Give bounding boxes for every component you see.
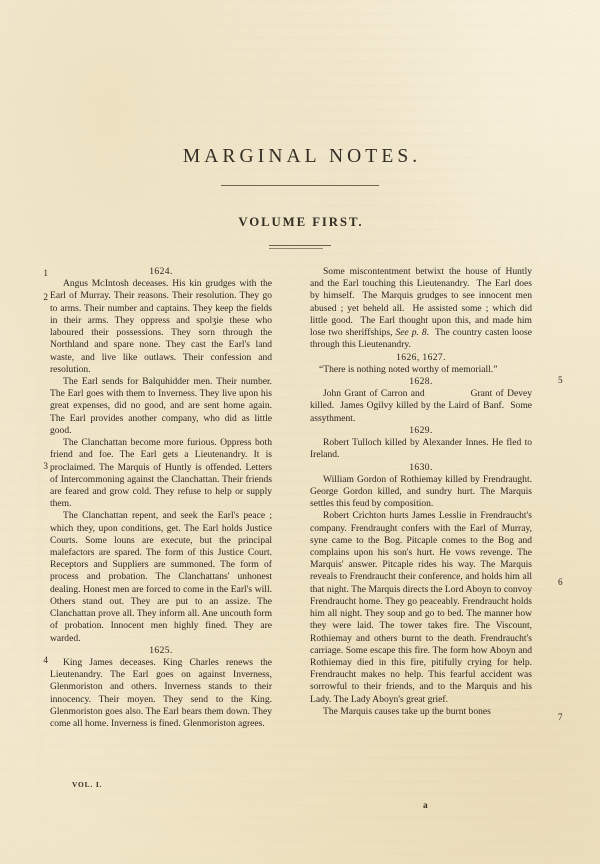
paragraph-left-2: The Earl sends for Balquhidder men. Their number. The Earl goes with them to Inverness. They live upon his great expenses, did no good, and are sent home again. The Earl provides another company, who did as little good. [50,375,272,436]
marginal-number-7: 7 [558,712,563,722]
paragraph-right-2 [310,388,532,425]
marginal-number-3: 3 [43,461,48,471]
paragraph-right-2-part-a: John Grant of Carron and [323,388,425,400]
subtitle-rule-lower [269,248,323,249]
paragraph-left-3: The Clanchattan become more furious. Oppress both friend and foe. The Earl gets a Lieutenandry. It is proclaimed. The Marquis of Huntly is offended. Letters of Intercommoning against the Clanchattan. Their friends are feared and grow cold. They refuse to help or supply them. [50,437,272,510]
title-rule [221,185,379,186]
marginal-number-1: 1 [43,268,48,278]
signature-mark: a [423,801,428,811]
year-heading-1628: 1628. [409,375,433,387]
subtitle-double-rule [269,245,331,249]
paragraph-right-1 [310,266,532,352]
marginal-number-2: 2 [43,292,48,302]
subtitle-rule-upper [269,245,331,246]
paragraph-right-3: Robert Tulloch killed by Alexander Innes. He fled to Ireland. [310,437,532,461]
year-heading-1626-1627: 1626, 1627. [396,351,446,363]
column-left [50,266,272,730]
paragraph-right-1-part-b: The country casten loose through this Lieutenandry. [310,327,532,351]
paragraph-left-1: Angus MᴄIntosh deceases. His kin grudges with the Earl of Murray. Their reasons. Their resolution. They go to arms. Their number and captains. They keep the fields in their arms. They oppress and spolʒie these who laboured their possessions. They sorn through the Northland and spare none. They cast the Earl's land waste, and live like outlaws. Their confession and resolution. [50,278,272,375]
year-heading-1630: 1630. [409,461,433,473]
page-headings [0,146,600,249]
year-heading-1624: 1624. [149,266,173,277]
paragraph-left-4: The Clanchattan repent, and seek the Earl's peace ; which they, upon conditions, get. The Earl holds Justice Courts. Some louns are execute, but the principal malefactors are spared. The form of this Justice Court. Receptors and Suppliers are summoned. The form of process and probation. The Clanchattans' unhonest dealing. Honest men are forced to come in the Earl's will. Others stand out. They are put to an assize. The Clanchattan prove all. They inform all. Ane uncouth form of probation. Innocent men highly fined. They are warded. [50,510,272,644]
paragraph-right-5: Robert Crichton hurts James Lesslie in Frendraucht's company. Frendraught confers with the Earl of Murray, syne came to the Bog. Pitcaple comes to the Bog and complains upon his son's hurt. He vows revenge. The Marquis' answer. Pitcaple rides his way. The Marquis reveals to Frendraucht their conference, and holds him all that night. The Marquis directs the Lord Aboyn to convoy Frendraucht home. They go peaceably. Frendraucht holds him all night. They soup and go to bed. The manner how they were laid. The tower takes fire. The Viscount, Rothiemay and others burnt to the death. Frendraucht's carriage. Some escape this fire. The form how Aboyn and Rothiemay died in this fire, pitifully crying for help. Frendraucht makes no help. This fearful accident was sorrowful to their friends, and to the Marquis and his Lady. The Lady Aboyn's great grief. [310,510,532,705]
paragraph-right-4: William Gordon of Rothiemay killed by Frendraught. George Gordon killed, and sundry hurt. The Marquis settles this feud by composition. [310,473,532,510]
cross-reference-italic: See p. 8. [395,327,430,339]
page-title: MARGINAL NOTES. [182,146,422,167]
marginal-number-6: 6 [558,577,563,587]
year-heading-1625: 1625. [149,644,173,656]
marginal-number-5: 5 [558,375,563,385]
body-columns [0,266,600,806]
volume-subtitle: VOLUME FIRST. [238,215,364,229]
year-heading-1629: 1629. [409,424,433,436]
paragraph-right-6: The Marquis causes take up the burnt bones [323,705,491,717]
quotation-memoriall: “There is nothing noted worthy of memoriall.” [319,363,498,375]
volume-footer-mark: VOL. I. [72,780,103,789]
paragraph-right-1-part-a: Some miscontentment betwixt the house of Huntly and the Earl touching this Lieutenandry. The Earl does by himself. The Marquis grudges to see innocent men abused ; yet beheld all. He assisted some ; which did little good. The Earl thought upon this, and made him lose two sheriffships, [310,266,532,339]
marginal-number-4: 4 [43,655,48,665]
paragraph-right-2-part-b: Grant of Devey killed. James Ogilvy killed by the Laird of Banf. Some assythment. [310,388,532,424]
paragraph-left-5: King James deceases. King Charles renews the Lieutenandry. The Earl goes on against Inverness, Glenmoriston and others. Inverness stands to their innocency. Their moyen. They send to the King. Glenmoriston goes also. The Earl bears them down. They come all home. Inverness is fined. Glenmoriston agrees. [50,657,272,730]
column-right [310,266,532,718]
